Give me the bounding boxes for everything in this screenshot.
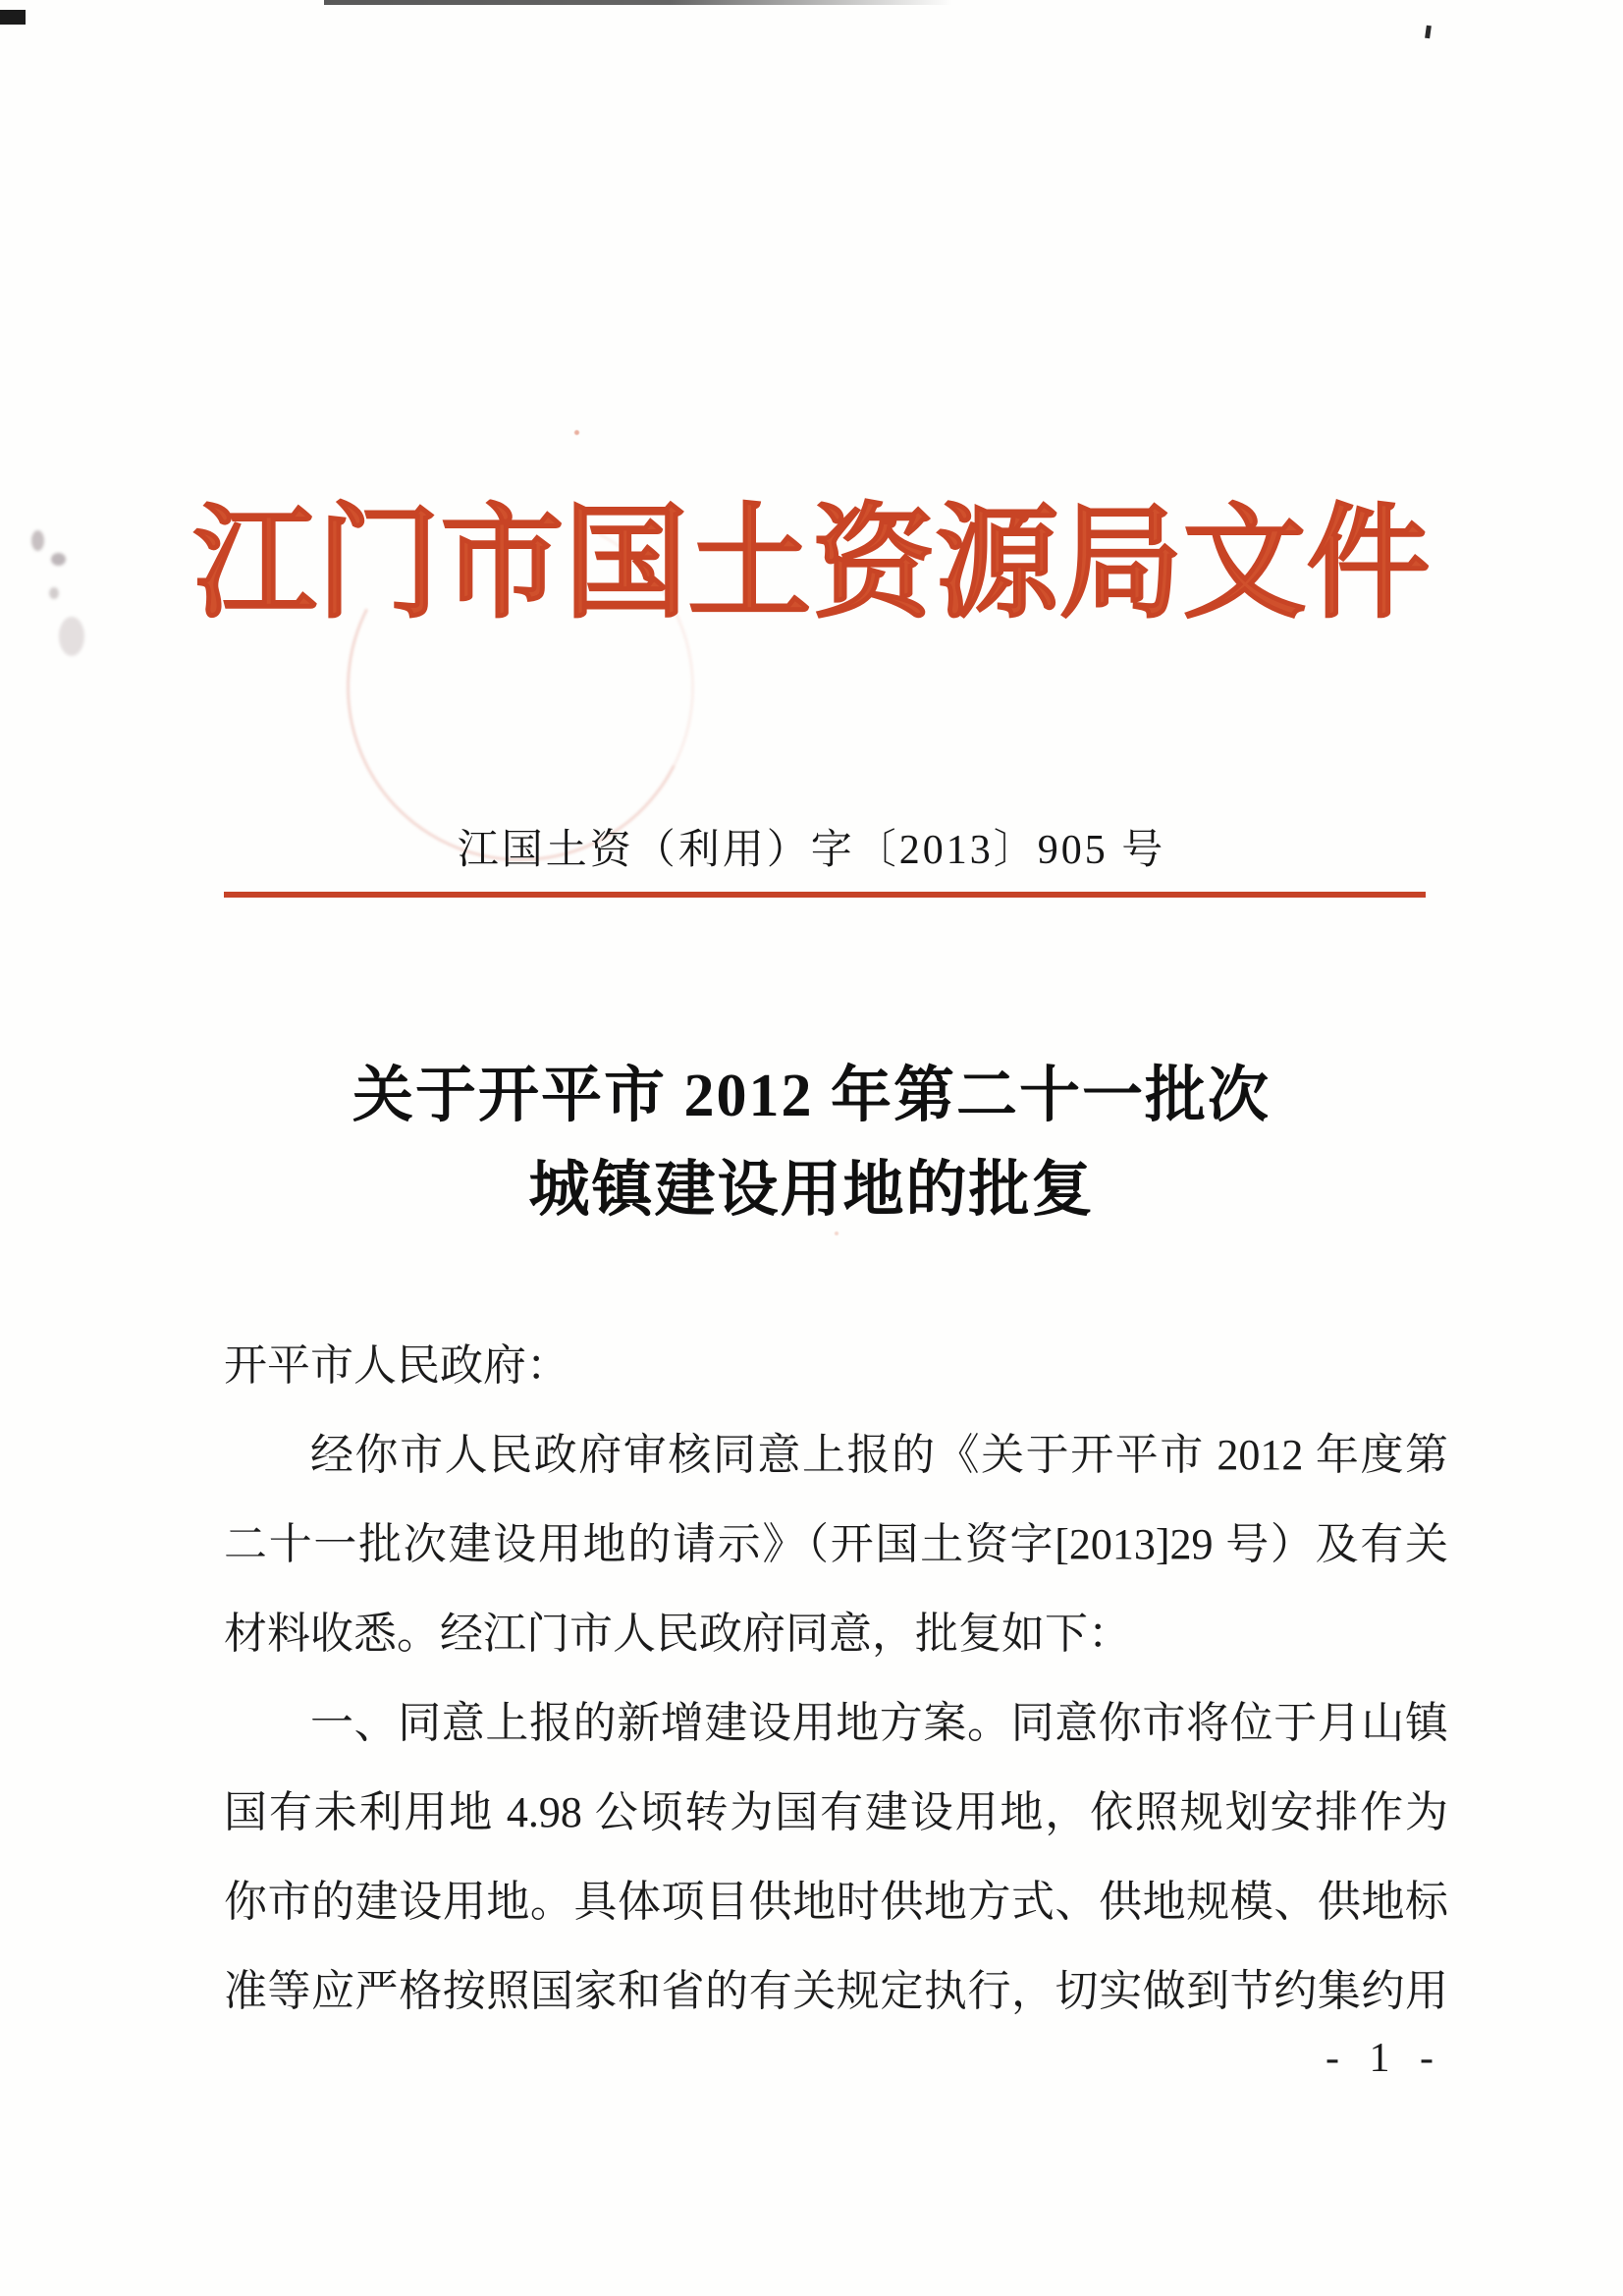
letterhead-org-title: 江门市国土资源局文件: [192, 497, 1431, 633]
body-line: 准等应严格按照国家和省的有关规定执行，切实做到节约集约用: [224, 1967, 1448, 2015]
body-line: 一、同意上报的新增建设用地方案。同意你市将位于月山镇: [310, 1699, 1448, 1747]
document-body: [224, 1321, 1448, 2036]
scan-artifact-speck: [574, 430, 579, 435]
page-number: - 1 -: [1325, 2036, 1443, 2081]
body-line: 二十一批次建设用地的请示》（开国土资字[2013]29 号）及有关: [224, 1520, 1448, 1568]
scan-artifact-tick-mark: [1425, 26, 1432, 39]
body-line: 你市的建设用地。具体项目供地时供地方式、供地规模、供地标: [224, 1878, 1448, 1926]
body-salutation: 开平市人民政府：: [224, 1341, 569, 1390]
document-reference-number: 江国土资（利用）字〔2013〕905 号: [457, 828, 1166, 873]
document-title-line2: 城镇建设用地的批复: [528, 1157, 1095, 1224]
body-line: 经你市人民政府审核同意上报的《关于开平市 2012 年度第: [310, 1431, 1448, 1479]
document-title-line1: 关于开平市 2012 年第二十一批次: [352, 1063, 1271, 1129]
body-line: 材料收悉。经江门市人民政府同意，批复如下：: [224, 1610, 1131, 1658]
body-line: 国有未利用地 4.98 公顷转为国有建设用地，依照规划安排作为: [224, 1788, 1448, 1836]
document-title: [0, 1049, 1623, 1237]
scan-artifact-top-line: [324, 0, 952, 5]
red-divider-rule: [224, 892, 1426, 898]
scan-artifact-corner-mark: [0, 10, 26, 25]
